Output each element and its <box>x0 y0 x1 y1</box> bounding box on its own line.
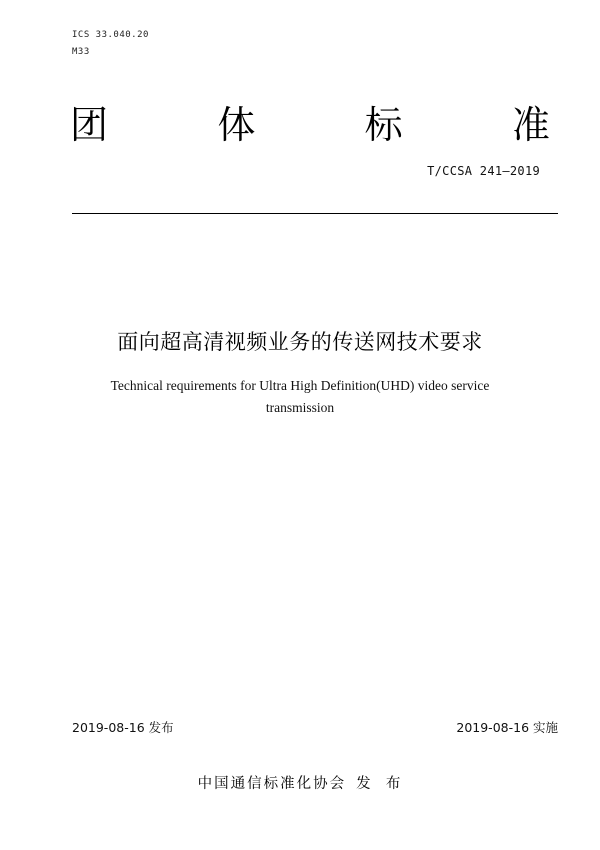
ics-code: ICS 33.040.20 <box>72 30 149 40</box>
issuer <box>0 772 600 793</box>
issuer-organization: 中国通信标准化协会 <box>197 776 347 792</box>
publish-date: 2019-08-16 发布 <box>72 720 174 735</box>
header-divider <box>72 213 558 214</box>
standard-number: T/CCSA 241—2019 <box>427 164 540 178</box>
standard-category-title <box>70 100 550 150</box>
issuer-action: 发 布 <box>356 776 403 792</box>
category-char-1: 团 <box>70 103 109 147</box>
category-char-2: 体 <box>217 103 256 147</box>
category-char-4: 准 <box>511 103 550 147</box>
category-char-3: 标 <box>364 103 403 147</box>
english-title-line-1: Technical requirements for Ultra High Definition(UHD) video service <box>110 378 490 393</box>
implement-date: 2019-08-16 实施 <box>456 720 558 735</box>
chinese-title: 面向超高清视频业务的传送网技术要求 <box>117 330 483 354</box>
ccs-code: M33 <box>72 47 90 57</box>
english-title-line-2: transmission <box>265 400 335 415</box>
